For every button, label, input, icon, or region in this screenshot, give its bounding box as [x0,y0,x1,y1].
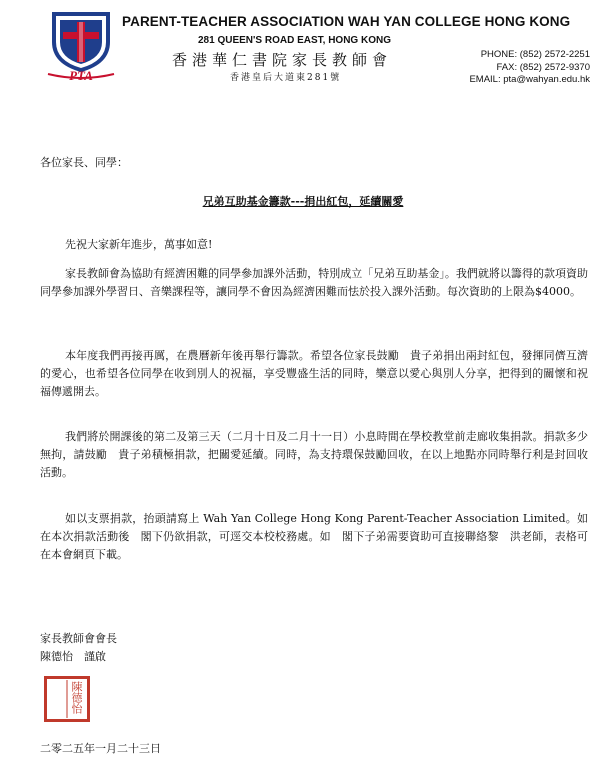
paragraph-cheque: 如以支票捐款，抬頭請寫上 Wah Yan College Hong Kong Parent-Teacher Association Limited。如在本次捐款活動後 閣下仍欲捐款，可逕交本校校務處。如 閣下子弟需要資助可直接聯絡黎 洪老師，表格可在本會網頁下載。 [40,512,588,561]
paragraph-greeting: 先祝大家新年進步，萬事如意! [65,238,213,251]
letter-title: 兄弟互助基金籌款---捐出紅包，延續關愛 [202,195,404,208]
salutation: 各位家長、同學： [40,156,128,169]
seal-text: 陳德怡 [70,681,83,714]
address-zh: 香港皇后大道東281號 [230,73,342,83]
signature-block [40,630,117,666]
paragraph-fundraising: 本年度我們再接再厲，在農曆新年後再舉行籌款。希望各位家長鼓勵 貴子弟捐出兩封紅包，發揮同儕互濟的愛心，也希望各位同學在收到別人的祝福，享受豐盛生活的同時，樂意以愛心與別人分享，把得到的關懷和祝福傳遞開去。 [40,349,588,398]
email-link[interactable]: EMAIL: pta@wahyan.edu.hk [469,74,590,85]
phone-line: PHONE: (852) 2572-2251 [480,49,590,60]
signature-title: 家長教師會會長 [40,632,117,645]
fax-line: FAX: (852) 2572-9370 [496,61,590,73]
pta-logo-text: PTA [69,68,93,83]
address-en: 281 QUEEN'S ROAD EAST, HONG KONG [198,35,391,46]
pta-logo [44,8,118,82]
letter-date: 二零二五年一月二十三日 [40,742,161,755]
paragraph-collection: 我們將於開課後的第二及第三天（二月十日及二月十一日）小息時間在學校教堂前走廊收集捐款。捐款多少無拘，請鼓勵 貴子弟積極捐款，把關愛延續。同時，為支持環保鼓勵回收，在以上地點亦同時舉行利是封回收活動。 [40,430,588,479]
paragraph-fund-intro: 家長教師會為協助有經濟困難的同學參加課外活動，特別成立「兄弟互助基金」。我們就將以籌得的款項資助同學參加課外學習日、音樂課程等，讓同學不會因為經濟困難而怯於投入課外活動。每次資助的上限為$4000。 [40,267,588,298]
signature-name: 陳德怡 謹啟 [40,650,106,663]
org-name-zh: 香港華仁書院家長教師會 [172,51,393,69]
org-name-en: PARENT-TEACHER ASSOCIATION WAH YAN COLLEGE HONG KONG [122,14,571,29]
contact-block [469,49,590,87]
chairperson-seal [44,676,90,722]
